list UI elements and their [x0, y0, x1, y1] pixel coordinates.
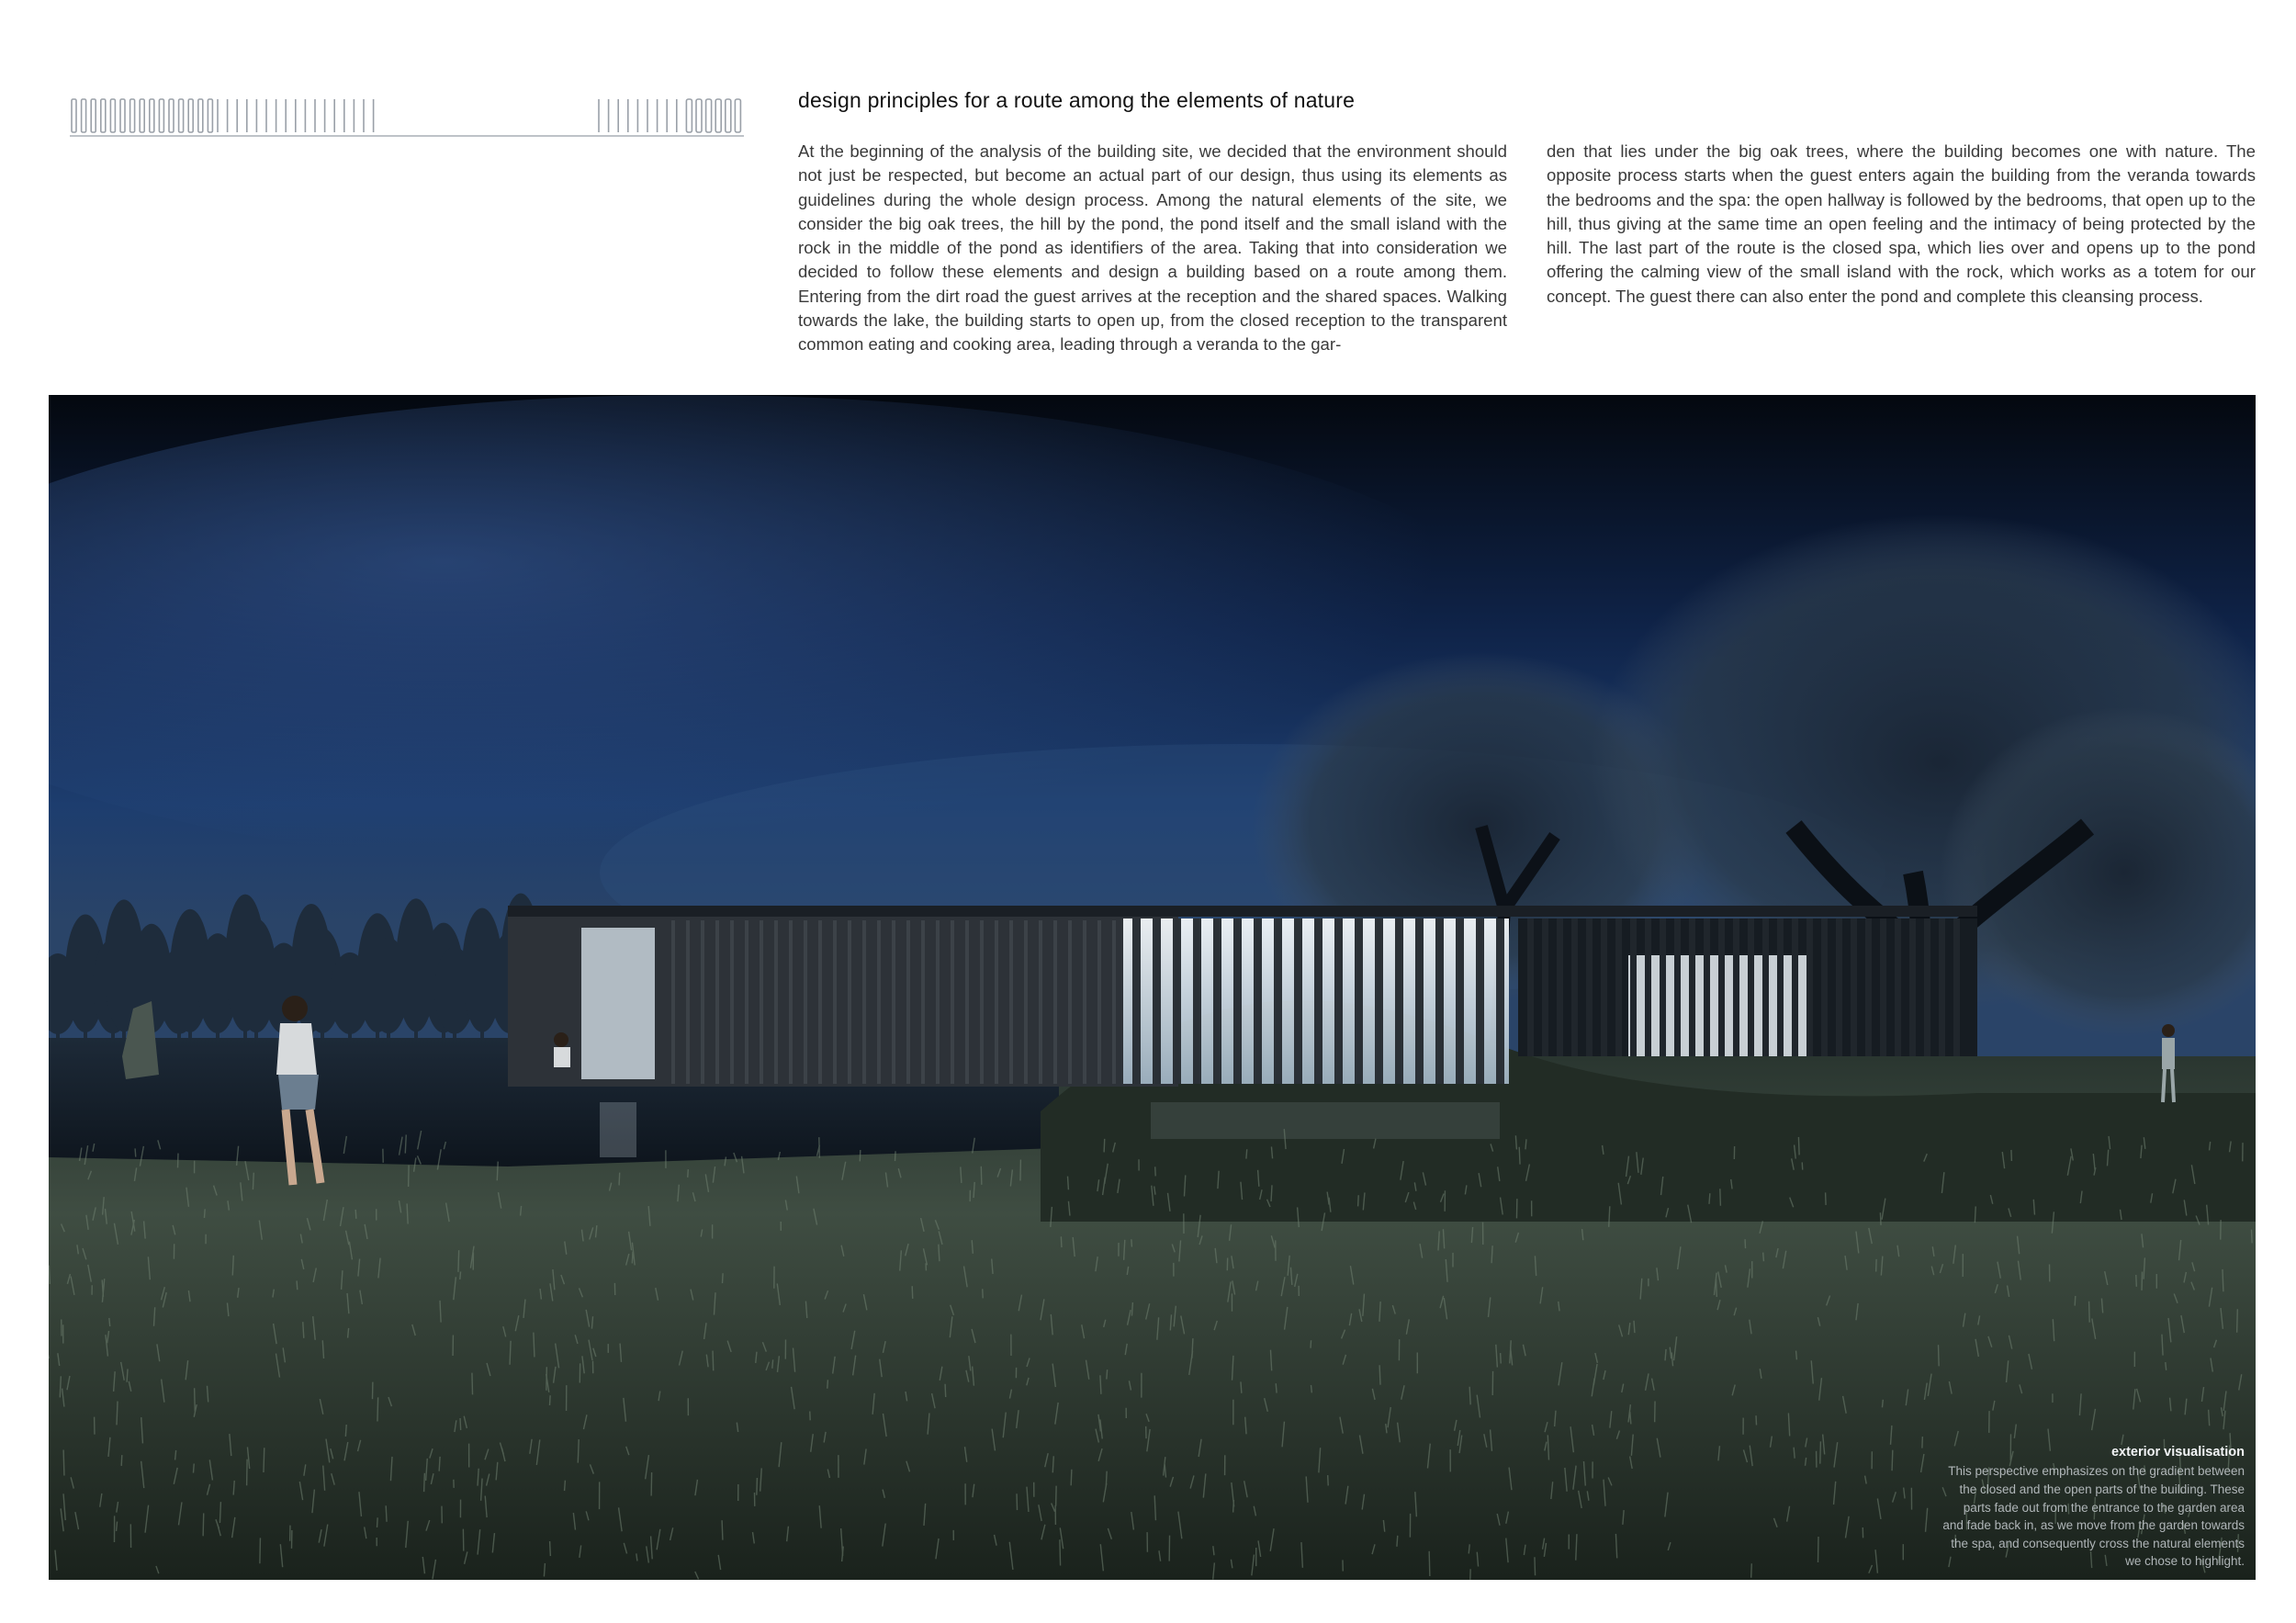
- body-text-column-left: At the beginning of the analysis of the building site, we decided that the environment should not just be respected, but become an actual part of our design, thus using its elements as guidelines during the whole design process. Among the natural elements of the site, we consider the big oak trees, the hill by the pond, the pond itself and the small island with the rock in the middle of the pond as identifiers of the area. Taking that into consideration we decided to follow these elements and design a building based on a route among them. Entering from the dirt road the guest arrives at the reception and the shared spaces. Walking towards the lake, the building starts to open up, from the closed reception to the transparent common eating and cooking area, leading through a veranda to the gar-: [798, 141, 1507, 355]
- page-title: design principles for a route among the elements of nature: [798, 88, 1356, 112]
- caption-title: exterior visualisation: [2110, 1444, 2245, 1460]
- body-text-column-right: den that lies under the big oak trees, where the building becomes one with nature. The opposite process starts when the guest enters again the building from the veranda towards the bedrooms and the spa: the open hallway is followed by the bedrooms, that open up to the hill, thus giving at the same time an open feeling and the intimacy of being protected by the hill. The last part of the route is the closed spa, which lies over and opens up to the pond offering the calming view of the small island with the rock, which works as a totem for our concept. The guest there can also enter the pond and complete this cleansing process.: [1547, 141, 2256, 306]
- caption-text: This perspective emphasizes on the gradient between the closed and the open parts of the building. These parts fade out from the entrance to the garden area and fade back in, as we move from the garden towards the spa, and consequently cross the natural elements we chose to highlight.: [1942, 1464, 2245, 1569]
- image-caption: [1941, 1444, 2245, 1571]
- person-sitting: [554, 1032, 570, 1067]
- exterior-visualisation-image: [49, 395, 2256, 1580]
- building-rhythm-diagram: [70, 96, 744, 138]
